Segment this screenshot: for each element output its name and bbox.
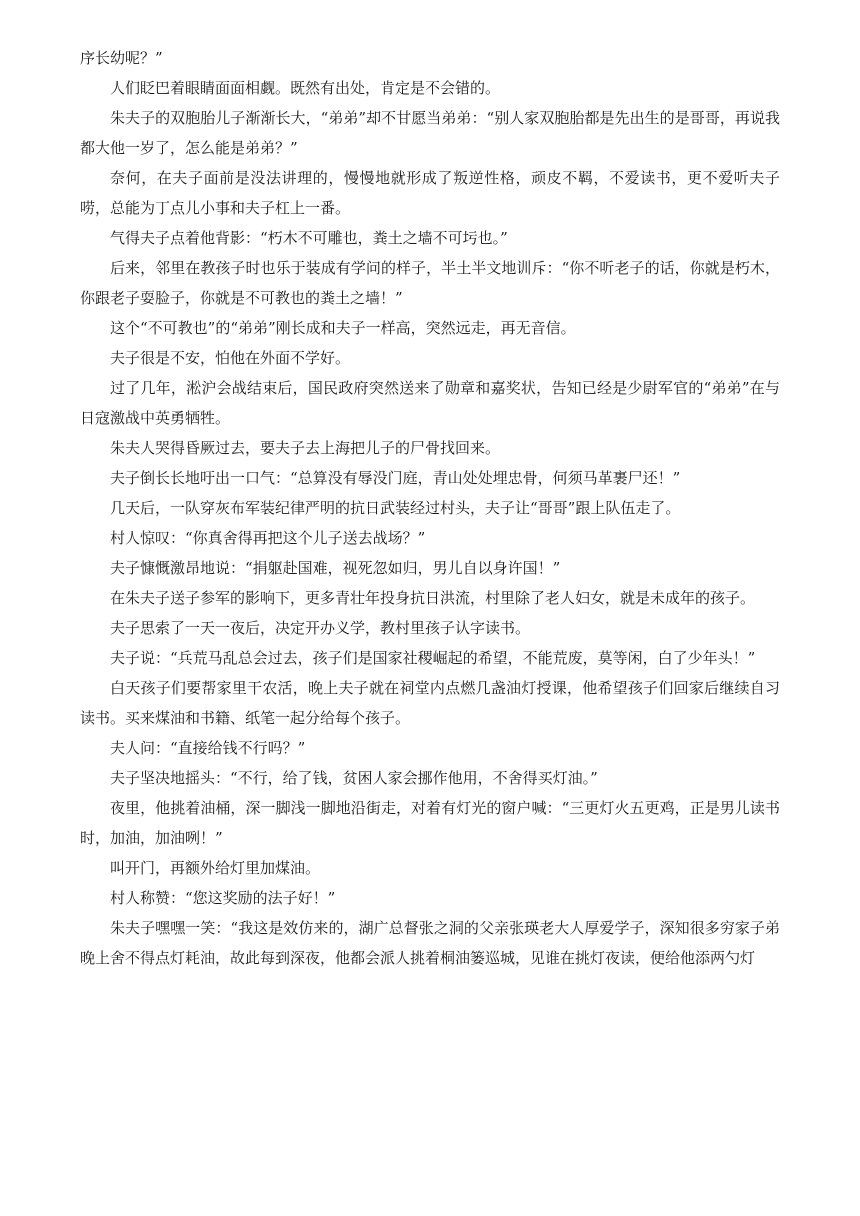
paragraph: 白天孩子们要帮家里干农活，晚上夫子就在祠堂内点燃几盏油灯授课，他希望孩子们回家后继续自习读书。买来煤油和书籍、纸笔一起分给每个孩子。 (80, 679, 780, 727)
paragraph: 人们眨巴着眼睛面面相觑。既然有出处，肯定是不会错的。 (110, 79, 501, 97)
paragraph: 村人惊叹：“你真舍得再把这个儿子送去战场？” (110, 529, 426, 547)
paragraph: 朱夫子的双胞胎儿子渐渐长大，“弟弟”却不甘愿当弟弟：“别人家双胞胎都是先出生的是哥哥，再说我都大他一岁了，怎么能是弟弟？” (80, 109, 780, 157)
paragraph: 夫子思索了一天一夜后，决定开办义学，教村里孩子认字读书。 (110, 619, 531, 637)
paragraph: 朱夫人哭得昏厥过去，要夫子去上海把儿子的尸骨找回来。 (110, 439, 501, 457)
paragraph: 后来，邻里在教孩子时也乐于装成有学问的样子，半土半文地训斥：“你不听老子的话，你就是朽木，你跟老子耍脸子，你就是不可教也的粪土之墙！” (80, 259, 780, 307)
paragraph: 几天后，一队穿灰布军装纪律严明的抗日武装经过村头，夫子让“哥哥”跟上队伍走了。 (110, 499, 681, 517)
paragraph: 序长幼呢？” (80, 49, 163, 67)
paragraph: 夫子很是不安，怕他在外面不学好。 (110, 349, 351, 367)
paragraph: 在朱夫子送子参军的影响下，更多青壮年投身抗日洪流，村里除了老人妇女，就是未成年的孩子。 (110, 589, 756, 607)
paragraph: 叫开门，再额外给灯里加煤油。 (110, 859, 321, 877)
article-body (80, 43, 780, 973)
paragraph: 夫子说：“兵荒马乱总会过去，孩子们是国家社稷崛起的希望，不能荒废，莫等闲，白了少年头！” (110, 649, 756, 667)
paragraph: 夫子慷慨激昂地说：“捐躯赴国难，视死忽如归，男儿自以身许国！” (110, 559, 561, 577)
paragraph: 夫人问：“直接给钱不行吗？” (110, 739, 306, 757)
paragraph: 这个“不可教也”的“弟弟”刚长成和夫子一样高，突然远走，再无音信。 (110, 319, 576, 337)
paragraph: 过了几年，淞沪会战结束后，国民政府突然送来了勋章和嘉奖状，告知已经是少尉军官的“弟弟”在与日寇激战中英勇牺牲。 (80, 379, 780, 427)
paragraph: 朱夫子嘿嘿一笑：“我这是效仿来的，湖广总督张之洞的父亲张瑛老大人厚爱学子，深知很多穷家子弟晚上舍不得点灯耗油，故此每到深夜，他都会派人挑着桐油篓巡城，见谁在挑灯夜读，便给他添两勺灯 (80, 919, 780, 967)
paragraph: 夫子倒长长地吁出一口气：“总算没有辱没门庭，青山处处埋忠骨，何须马革裹尸还！” (110, 469, 681, 487)
paragraph: 村人称赞：“您这奖励的法子好！” (110, 889, 336, 907)
paragraph: 夫子坚决地摇头：“不行，给了钱，贫困人家会挪作他用，不舍得买灯油。” (110, 769, 598, 787)
paragraph: 夜里，他挑着油桶，深一脚浅一脚地沿街走，对着有灯光的窗户喊：“三更灯火五更鸡，正是男儿读书时，加油，加油咧！” (80, 799, 780, 847)
paragraph: 气得夫子点着他背影：“朽木不可雕也，粪土之墙不可圬也。” (110, 229, 508, 247)
paragraph: 奈何，在夫子面前是没法讲理的，慢慢地就形成了叛逆性格，顽皮不羁，不爱读书，更不爱听夫子唠，总能为丁点儿小事和夫子杠上一番。 (80, 169, 780, 217)
